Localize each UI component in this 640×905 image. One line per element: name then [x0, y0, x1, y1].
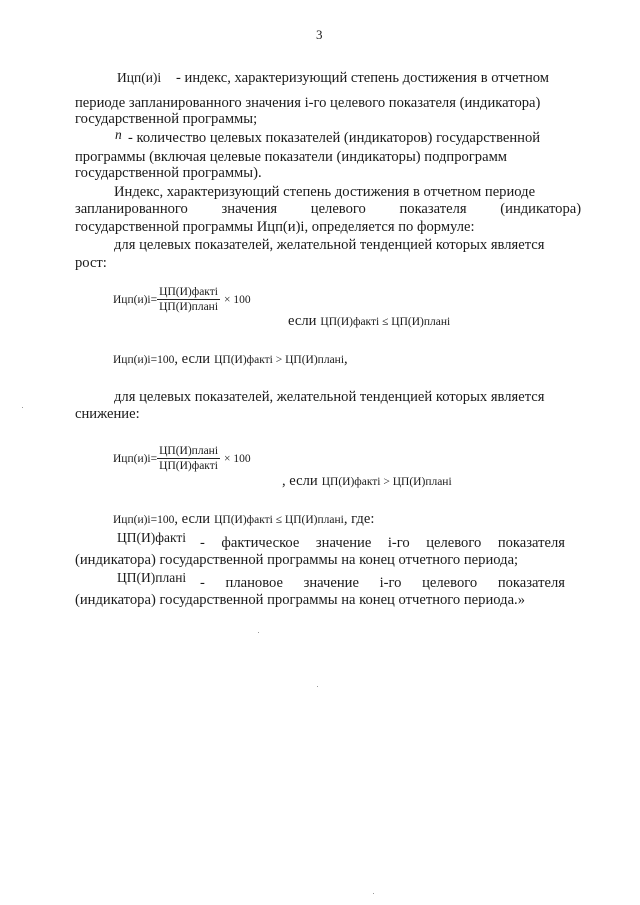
decline-line1: для целевых показателей, желательной тенденцией которых является	[114, 389, 545, 405]
decline-line2: снижение:	[75, 406, 140, 422]
scan-speck	[317, 686, 318, 687]
formula-decline-cap	[113, 510, 374, 528]
n-symbol: n	[115, 127, 122, 142]
def4-line2: (индикатора) государственной программы на конец отчетного периода.»	[75, 592, 525, 608]
def2-line1: - количество целевых показателей (индикаторов) государственной	[128, 130, 541, 146]
formula3-mult: × 100	[224, 453, 251, 466]
def2-line3: государственной программы).	[75, 165, 262, 181]
index-symbol: Ицп(и)i	[117, 70, 162, 85]
growth-line1: для целевых показателей, желательной тенденцией которых является	[114, 237, 545, 253]
formula1-fraction	[157, 286, 220, 313]
formula4-tail: , где:	[343, 511, 375, 527]
formula2-cond-word: , если	[174, 351, 211, 367]
formula3-cond: ЦП(И)фактi > ЦП(И)планi	[321, 476, 452, 488]
scan-speck	[373, 893, 374, 894]
def3-line2: (индикатора) государственной программы на конец отчетного периода;	[75, 552, 519, 568]
formula-decline-main	[113, 445, 251, 472]
formula4-cond: ЦП(И)фактi ≤ ЦП(И)планi	[214, 514, 344, 526]
formula1-mult: × 100	[224, 294, 251, 307]
formula3-lhs: Ицп(и)i=	[113, 453, 158, 466]
growth-line2: рост:	[75, 255, 107, 271]
formula4-lhs: Ицп(и)i=100	[113, 514, 175, 526]
formula2-lhs: Ицп(и)i=100	[113, 354, 175, 366]
formula1-numerator: ЦП(И)фактi	[157, 286, 220, 300]
formula3-condition	[282, 472, 452, 490]
formula2-cond: ЦП(И)фактi > ЦП(И)планi	[214, 354, 345, 366]
formula3-fraction	[157, 445, 220, 472]
formula1-condition	[288, 312, 450, 330]
scan-speck	[258, 632, 259, 633]
formula3-numerator: ЦП(И)планi	[159, 445, 219, 457]
fact-symbol: ЦП(И)фактi	[117, 530, 187, 545]
formula1-cond: ЦП(И)фактi ≤ ЦП(И)планi	[320, 316, 451, 328]
formula1-denominator: ЦП(И)планi	[159, 301, 219, 313]
formula2-tail: ,	[344, 351, 348, 367]
para1-line1: Индекс, характеризующий степень достижения в отчетном периоде	[114, 184, 536, 200]
para1-line2: запланированного значения целевого показателя (индикатора)	[75, 201, 582, 217]
scan-speck	[22, 407, 23, 408]
formula1-cond-word: если	[288, 313, 317, 329]
formula-growth-cap	[113, 350, 348, 368]
formula1-lhs: Ицп(и)i=	[113, 294, 158, 307]
formula3-cond-word: , если	[282, 473, 318, 489]
para1-line3: государственной программы Ицп(и)i, определяется по формуле:	[75, 219, 475, 235]
formula4-cond-word: , если	[174, 511, 211, 527]
def1-line1: - индекс, характеризующий степень достижения в отчетном	[176, 70, 550, 86]
page-number: 3	[316, 27, 323, 42]
plan-symbol: ЦП(И)планi	[117, 570, 187, 585]
def2-line2: программы (включая целевые показатели (индикаторы) подпрограмм	[75, 149, 508, 165]
formula3-denominator: ЦП(И)фактi	[159, 460, 218, 472]
def4-line1: - плановое значение i-го целевого показателя	[200, 575, 565, 591]
def3-line1: - фактическое значение i-го целевого показателя	[200, 535, 565, 551]
formula-growth-main	[113, 286, 251, 313]
def1-line3: государственной программы;	[75, 111, 258, 127]
def1-line2: периоде запланированного значения i-го целевого показателя (индикатора)	[75, 95, 541, 111]
